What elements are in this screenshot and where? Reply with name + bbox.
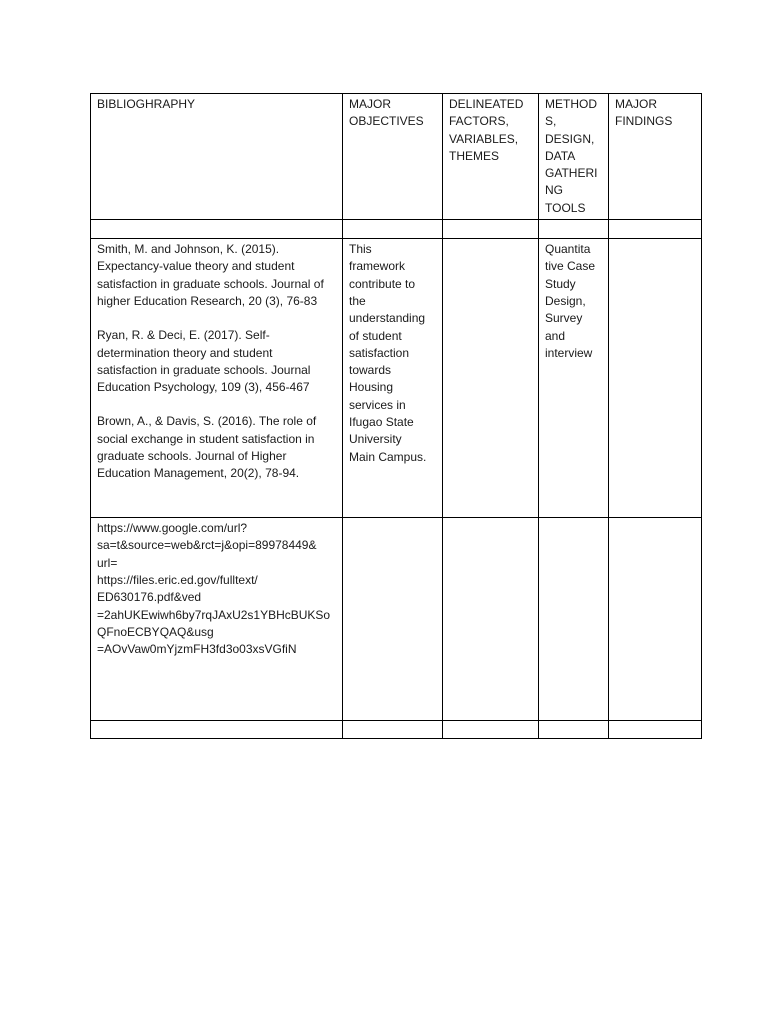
factors-cell [443, 518, 539, 721]
header-cell-bibliography: BIBLIOGHRAPHY [91, 94, 343, 220]
table-cell [443, 721, 539, 739]
header-cell-major-findings: MAJOR FINDINGS [609, 94, 702, 220]
literature-matrix-table [90, 93, 702, 739]
table-cell [609, 220, 702, 239]
header-cell-methods: METHOD S, DESIGN, DATA GATHERI NG TOOLS [539, 94, 609, 220]
header-cell-major-objectives: MAJOR OBJECTIVES [343, 94, 443, 220]
header-row [91, 94, 702, 220]
methods-cell: Quantita tive Case Study Design, Survey and interview [539, 239, 609, 518]
findings-cell [609, 518, 702, 721]
findings-cell [609, 239, 702, 518]
table-cell [443, 220, 539, 239]
table-cell [539, 721, 609, 739]
methods-cell [539, 518, 609, 721]
table-cell [91, 721, 343, 739]
table-row [91, 239, 702, 518]
bibliography-url-cell: https://www.google.com/url? sa=t&source=web&rct=j&opi=89978449& url= https://files.eric.ed.gov/fulltext/ ED630176.pdf&ved =2ahUKEwiwh6by7rqJAxU2s1YBHcBUKSo QFnoECBYQAQ&usg =AOvVaw0mYjzmFH3fd3o03xsVGfiN [91, 518, 343, 721]
table-row [91, 518, 702, 721]
empty-row [91, 220, 702, 239]
table-cell [343, 721, 443, 739]
table-cell [539, 220, 609, 239]
table-cell [91, 220, 343, 239]
header-cell-delineated-factors: DELINEATED FACTORS, VARIABLES, THEMES [443, 94, 539, 220]
factors-cell [443, 239, 539, 518]
table-cell [609, 721, 702, 739]
objectives-cell: This framework contribute to the understanding of student satisfaction towards Housing services in Ifugao State University Main Campus. [343, 239, 443, 518]
table-cell [343, 220, 443, 239]
objectives-cell [343, 518, 443, 721]
bibliography-cell: Smith, M. and Johnson, K. (2015). Expectancy-value theory and student satisfaction in graduate schools. Journal of higher Education Research, 20 (3), 76-83 Ryan, R. & Deci, E. (2017). Self- determination theory and student satisfaction in graduate schools. Journal Education Psychology, 109 (3), 456-467 Brown, A., & Davis, S. (2016). The role of social exchange in student satisfaction in graduate schools. Journal of Higher Education Management, 20(2), 78-94. [91, 239, 343, 518]
empty-row [91, 721, 702, 739]
